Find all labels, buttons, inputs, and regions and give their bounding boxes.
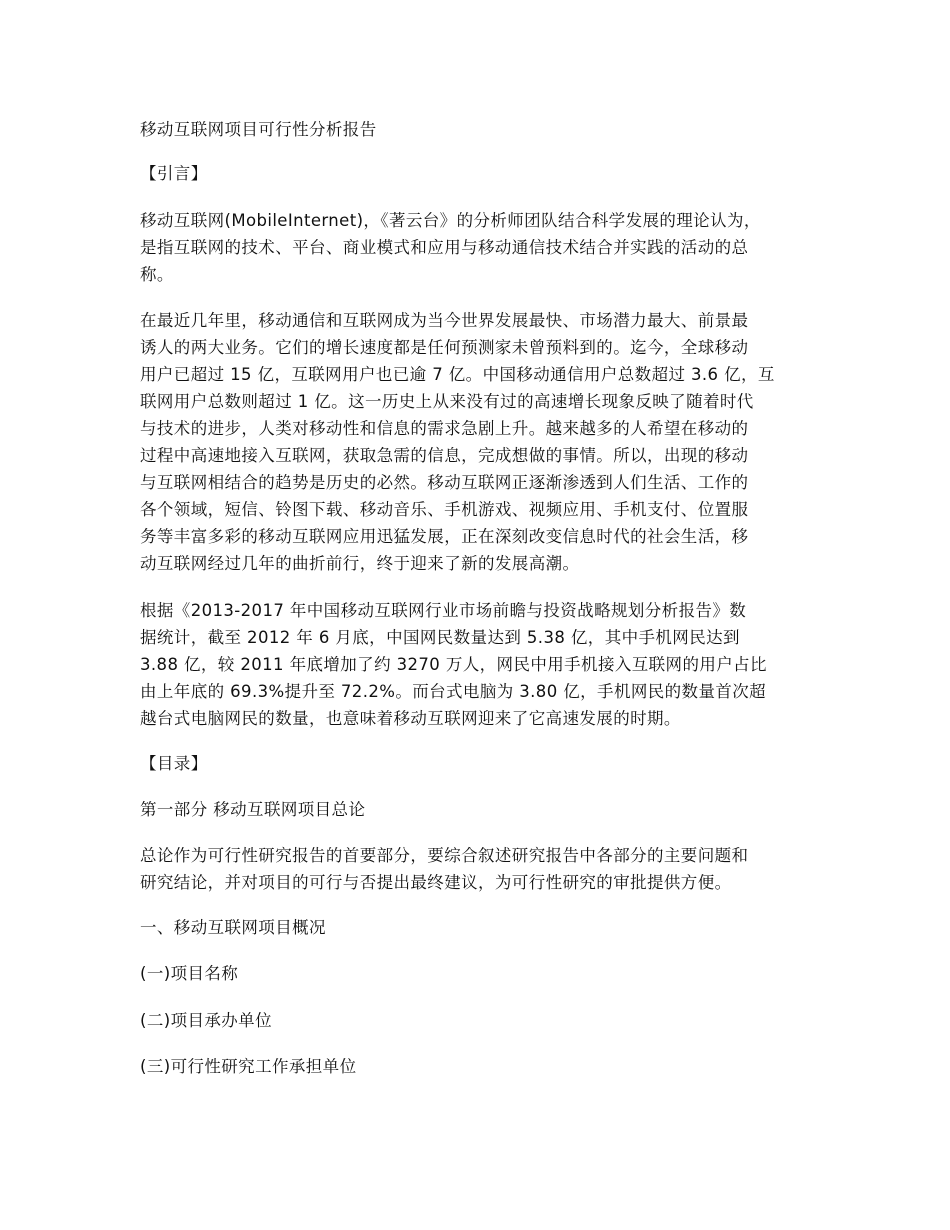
document-title-text: 移动互联网项目可行性分析报告 [140, 120, 377, 139]
paragraph-line: 用户已超过 15 亿，互联网用户也已逾 7 亿。中国移动通信用户总数超过 3.6 亿，互 [140, 365, 775, 384]
toc-heading [140, 750, 840, 777]
paragraph-line: 各个领域，短信、铃图下载、移动音乐、手机游戏、视频应用、手机支付、位置服 [140, 500, 749, 519]
paragraph-line: 总论作为可行性研究报告的首要部分，要综合叙述研究报告中各部分的主要问题和 [140, 846, 749, 865]
paragraph-line: 由上年底的 69.3%提升至 72.2%。而台式电脑为 3.80 亿，手机网民的数量首次超 [140, 682, 767, 701]
paragraph-line: 动互联网经过几年的曲折前行，终于迎来了新的发展高潮。 [140, 554, 580, 573]
toc-item-text: (二)项目承办单位 [140, 1011, 272, 1030]
intro-paragraph-1 [140, 207, 840, 288]
paragraph-line: 是指互联网的技术、平台、商业模式和应用与移动通信技术结合并实践的活动的总 [140, 238, 749, 257]
toc-item-1 [140, 960, 840, 987]
intro-paragraph-3 [140, 597, 840, 732]
paragraph-line: 联网用户总数则超过 1 亿。这一历史上从来没有过的高速增长现象反映了随着时代 [140, 392, 754, 411]
paragraph-line: 移动互联网(MobileInternet)，《著云台》的分析师团队结合科学发展的理论认为， [140, 211, 761, 230]
paragraph-line: 研究结论，并对项目的可行与否提出最终建议，为可行性研究的审批提供方便。 [140, 873, 732, 892]
paragraph-line: 与互联网相结合的趋势是历史的必然。移动互联网正逐渐渗透到人们生活、工作的 [140, 473, 749, 492]
toc-item-text: (三)可行性研究工作承担单位 [140, 1057, 357, 1076]
paragraph-line: 在最近几年里，移动通信和互联网成为当今世界发展最快、市场潜力最大、前景最 [140, 311, 749, 330]
section1-title [140, 914, 840, 941]
toc-item-text: (一)项目名称 [140, 964, 239, 983]
paragraph-line: 与技术的进步，人类对移动性和信息的需求急剧上升。越来越多的人希望在移动的 [140, 419, 749, 438]
paragraph-line: 诱人的两大业务。它们的增长速度都是任何预测家未曾预料到的。迄今，全球移动 [140, 338, 749, 357]
intro-heading [140, 160, 840, 187]
intro-heading-text: 【引言】 [140, 164, 208, 183]
section1-title-text: 一、移动互联网项目概况 [140, 918, 326, 937]
paragraph-line: 务等丰富多彩的移动互联网应用迅猛发展，正在深刻改变信息时代的社会生活，移 [140, 527, 749, 546]
toc-item-2 [140, 1007, 840, 1034]
paragraph-line: 根据《2013-2017 年中国移动互联网行业市场前瞻与投资战略规划分析报告》数 [140, 601, 747, 620]
paragraph-line: 据统计，截至 2012 年 6 月底，中国网民数量达到 5.38 亿，其中手机网民达到 [140, 628, 740, 647]
document-title [140, 116, 840, 143]
paragraph-line: 越台式电脑网民的数量，也意味着移动互联网迎来了它高速发展的时期。 [140, 709, 681, 728]
toc-heading-text: 【目录】 [140, 754, 208, 773]
paragraph-line: 称。 [140, 265, 174, 284]
paragraph-line: 过程中高速地接入互联网，获取急需的信息，完成想做的事情。所以，出现的移动 [140, 446, 749, 465]
part1-title [140, 796, 840, 823]
paragraph-line: 3.88 亿，较 2011 年底增加了约 3270 万人，网民中用手机接入互联网的用户占比 [140, 655, 767, 674]
intro-paragraph-2 [140, 307, 840, 577]
toc-item-3 [140, 1053, 840, 1080]
part1-paragraph [140, 842, 840, 896]
part1-title-text: 第一部分 移动互联网项目总论 [140, 800, 366, 819]
